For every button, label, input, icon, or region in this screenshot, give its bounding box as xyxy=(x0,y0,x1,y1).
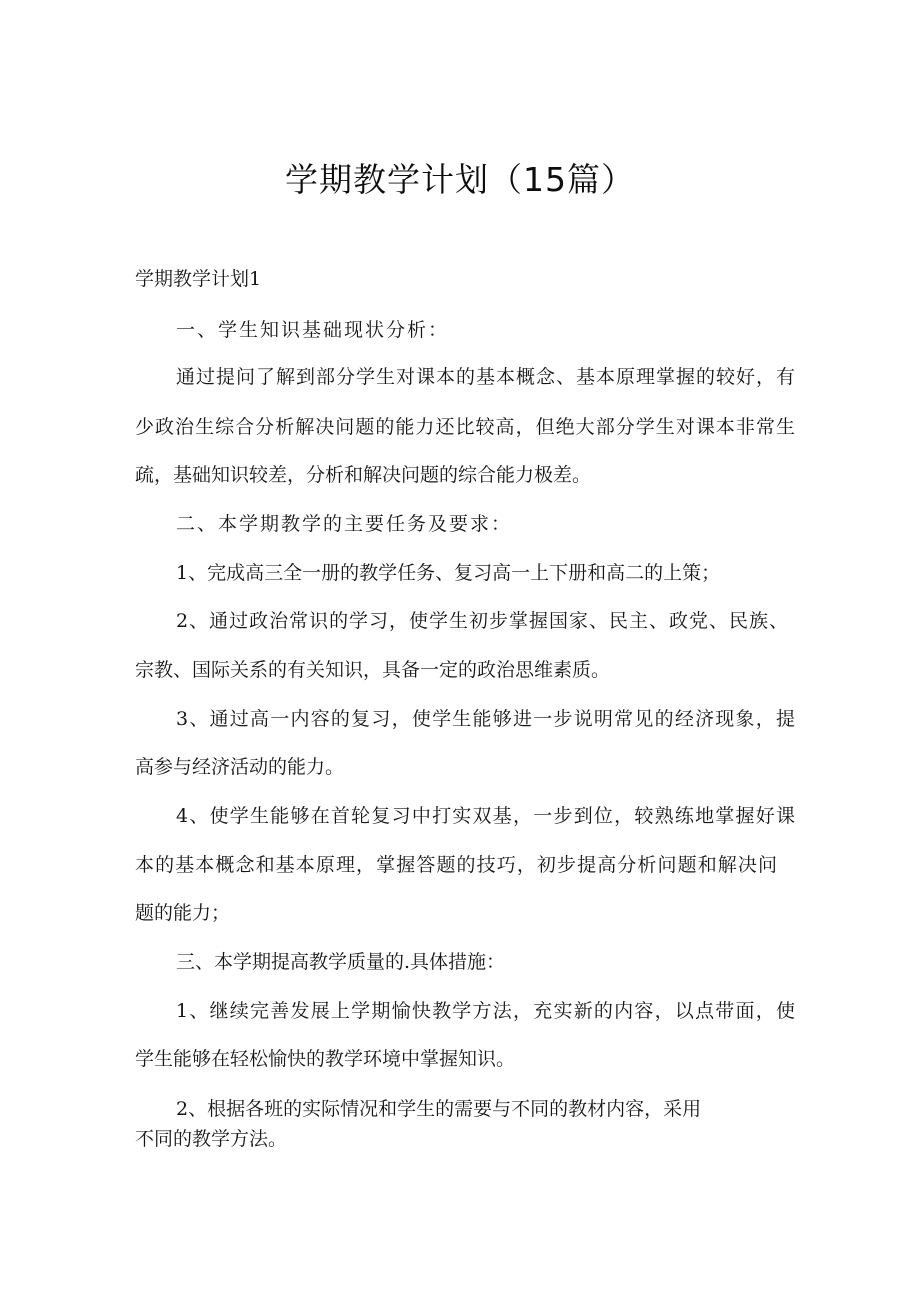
part3-item-1-line-2: 学生能够在轻松愉快的教学环境中掌握知识。 xyxy=(135,1048,516,1070)
part3-item-2-line-2: 不同的教学方法。 xyxy=(135,1128,288,1150)
part2-item-4-line-3: 题的能力； xyxy=(135,902,231,924)
part1-heading: 一、学生知识基础现状分析： xyxy=(176,319,450,341)
part2-item-3-line-1: 3、通过高一内容的复习，使学生能够进一步说明常见的经济现象，提 xyxy=(176,708,795,730)
part3-item-1-line-1: 1、继续完善发展上学期愉快教学方法，充实新的内容，以点带面，使 xyxy=(176,1000,795,1022)
part1-line-2: 少政治生综合分析解决问题的能力还比较高，但绝大部分学生对课本非常生 xyxy=(135,416,795,438)
part2-item-2-line-1: 2、通过政治常识的学习，使学生初步掌握国家、民主、政党、民族、 xyxy=(176,610,788,632)
part2-item-1: 1、完成高三全一册的教学任务、复习高一上下册和高二的上策； xyxy=(176,562,721,584)
part3-item-2-line-1: 2、根据各班的实际情况和学生的需要与不同的教材内容，采用 xyxy=(176,1098,702,1120)
part2-item-3-line-2: 高参与经济活动的能力。 xyxy=(135,756,345,778)
part2-item-4-line-2: 本的基本概念和基本原理，掌握答题的技巧，初步提高分析问题和解决问 xyxy=(135,854,777,876)
document-title: 学期教学计划（15篇） xyxy=(285,160,635,199)
part3-heading: 三、本学期提高教学质量的.具体措施： xyxy=(176,951,506,973)
section-heading: 学期教学计划1 xyxy=(135,268,262,290)
part2-heading: 二、本学期教学的主要任务及要求： xyxy=(176,513,513,535)
part1-line-3: 疏，基础知识较差，分析和解决问题的综合能力极差。 xyxy=(135,464,592,486)
part2-item-2-line-2: 宗教、国际关系的有关知识，具备一定的政治思维素质。 xyxy=(135,659,611,681)
part1-line-1: 通过提问了解到部分学生对课本的基本概念、基本原理掌握的较好，有 xyxy=(176,366,795,388)
part2-item-4-line-1: 4、使学生能够在首轮复习中打实双基，一步到位，较熟练地掌握好课 xyxy=(176,805,795,827)
